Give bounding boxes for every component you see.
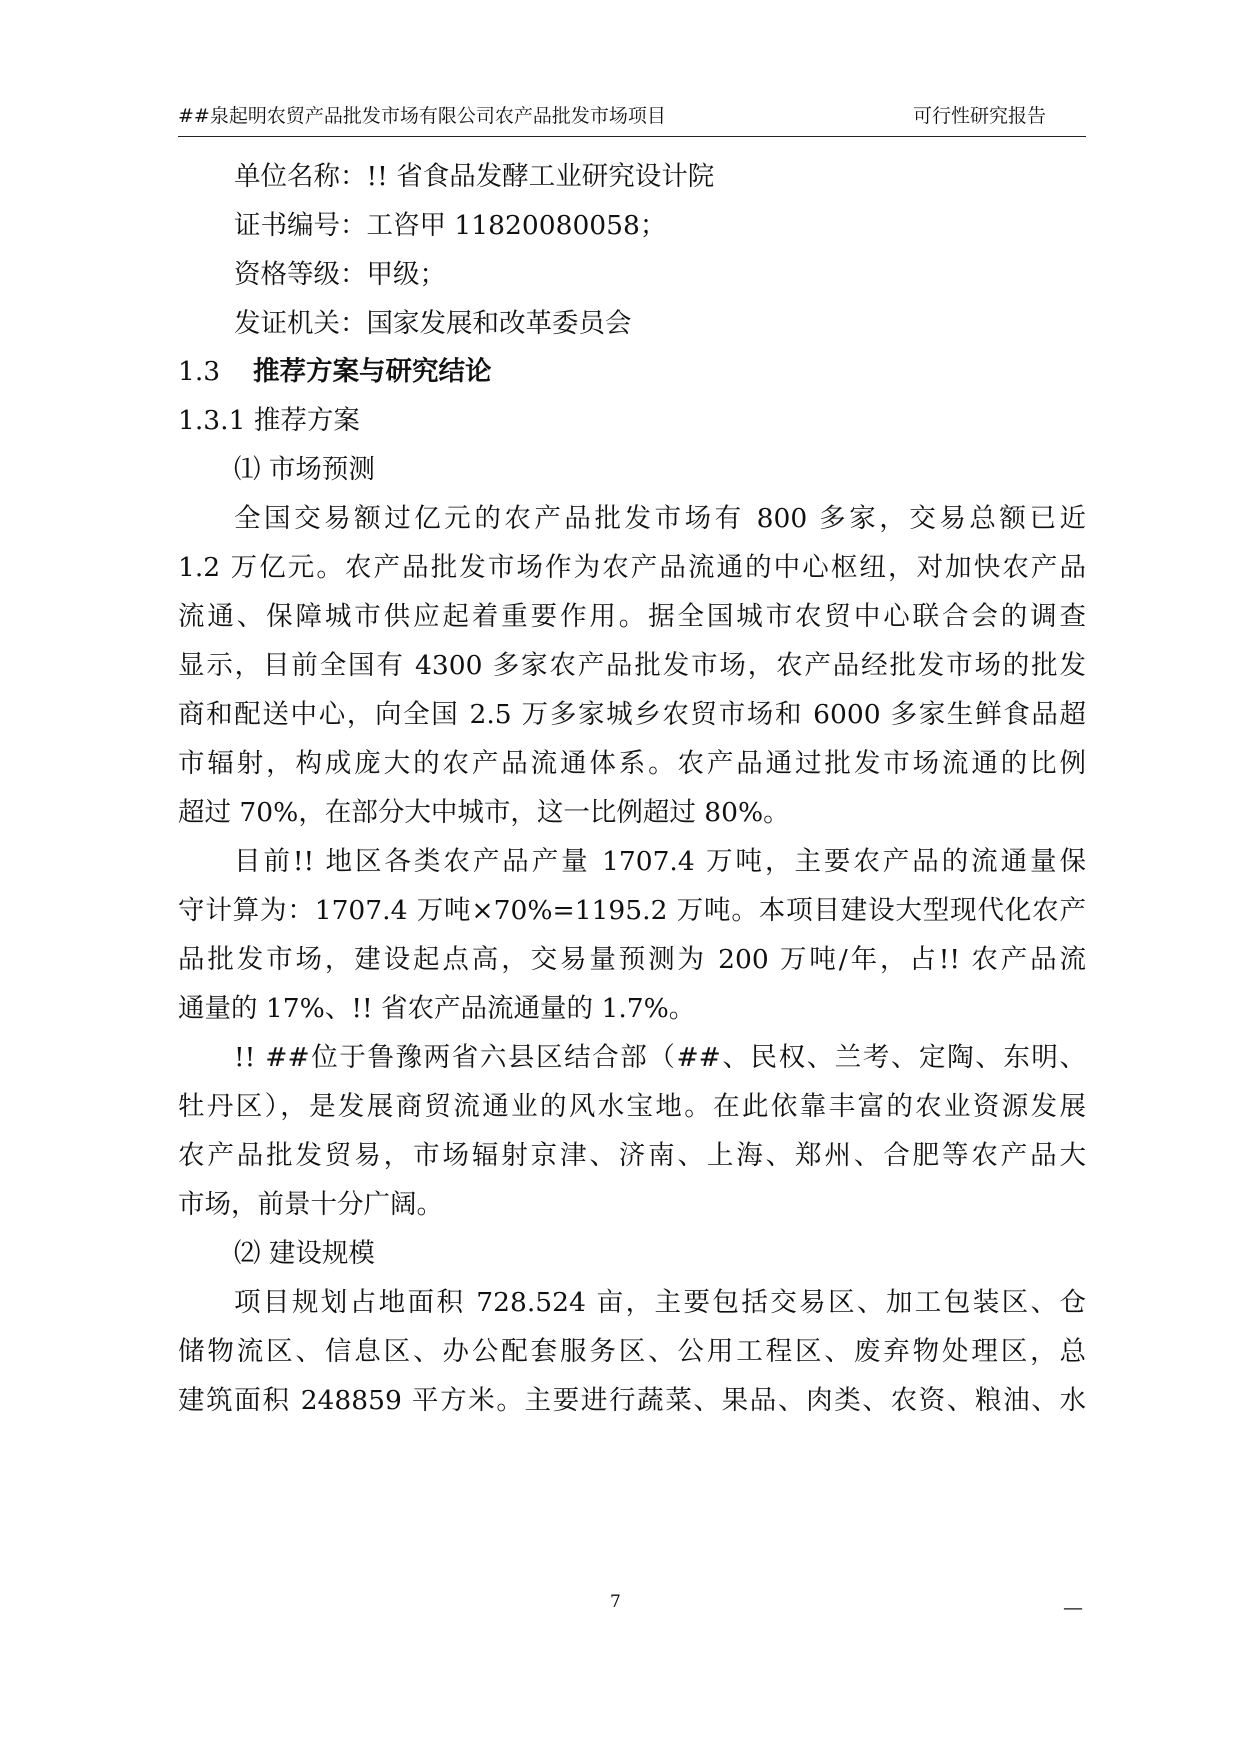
text-line: 市辐射，构成庞大的农产品流通体系。农产品通过批发市场流通的比例 bbox=[178, 748, 1086, 779]
page-header bbox=[178, 96, 1086, 137]
page-number: 7 bbox=[610, 1592, 621, 1612]
text-line: 品批发市场，建设起点高，交易量预测为 200 万吨/年，占!! 农产品流 bbox=[178, 944, 1086, 975]
footer-dash: — bbox=[1063, 1595, 1083, 1619]
section-number: 1.3 bbox=[178, 356, 221, 387]
text-line: 市场，前景十分广阔。 bbox=[178, 1189, 443, 1220]
text-line: 守计算为：1707.4 万吨×70%=1195.2 万吨。本项目建设大型现代化农产 bbox=[178, 895, 1086, 926]
text-line: 证书编号：工咨甲 11820080058； bbox=[234, 210, 667, 241]
text-line: 商和配送中心，向全国 2.5 万多家城乡农贸市场和 6000 多家生鲜食品超 bbox=[178, 699, 1086, 730]
text-line: 通量的 17%、!! 省农产品流通量的 1.7%。 bbox=[178, 993, 696, 1024]
header-title: ##泉起明农贸产品批发市场有限公司农产品批发市场项目 bbox=[178, 105, 666, 127]
text-line: 农产品批发贸易，市场辐射京津、济南、上海、郑州、合肥等农产品大 bbox=[178, 1140, 1086, 1171]
text-line: 全国交易额过亿元的农产品批发市场有 800 多家，交易总额已近 bbox=[234, 503, 1086, 534]
text-line: 项目规划占地面积 728.524 亩，主要包括交易区、加工包装区、仓 bbox=[234, 1287, 1086, 1318]
text-line: 资格等级：甲级； bbox=[234, 259, 446, 290]
text-line: 建筑面积 248859 平方米。主要进行蔬菜、果品、肉类、农资、粮油、水 bbox=[178, 1385, 1086, 1416]
text-line: 储物流区、信息区、办公配套服务区、公用工程区、废弃物处理区，总 bbox=[178, 1336, 1086, 1367]
header-report-type: 可行性研究报告 bbox=[912, 105, 1046, 127]
item-heading: ⑴ 市场预测 bbox=[234, 454, 375, 485]
text-line: 显示，目前全国有 4300 多家农产品批发市场，农产品经批发市场的批发 bbox=[178, 650, 1086, 681]
text-line: 单位名称：!! 省食品发酵工业研究设计院 bbox=[234, 161, 715, 192]
subsection-heading: 1.3.1 推荐方案 bbox=[178, 405, 360, 436]
text-line: 流通、保障城市供应起着重要作用。据全国城市农贸中心联合会的调查 bbox=[178, 601, 1086, 632]
item-heading: ⑵ 建设规模 bbox=[234, 1238, 375, 1269]
text-line: 发证机关：国家发展和改革委员会 bbox=[234, 308, 632, 339]
text-line: !! ##位于鲁豫两省六县区结合部（##、民权、兰考、定陶、东明、 bbox=[234, 1042, 1086, 1073]
text-line: 牡丹区），是发展商贸流通业的风水宝地。在此依靠丰富的农业资源发展 bbox=[178, 1091, 1086, 1122]
section-title: 推荐方案与研究结论 bbox=[253, 356, 492, 387]
text-line: 1.2 万亿元。农产品批发市场作为农产品流通的中心枢纽，对加快农产品 bbox=[178, 552, 1086, 583]
text-line: 超过 70%，在部分大中城市，这一比例超过 80%。 bbox=[178, 797, 790, 828]
section-heading bbox=[178, 355, 1086, 389]
text-line: 目前!! 地区各类农产品产量 1707.4 万吨，主要农产品的流通量保 bbox=[234, 846, 1086, 877]
